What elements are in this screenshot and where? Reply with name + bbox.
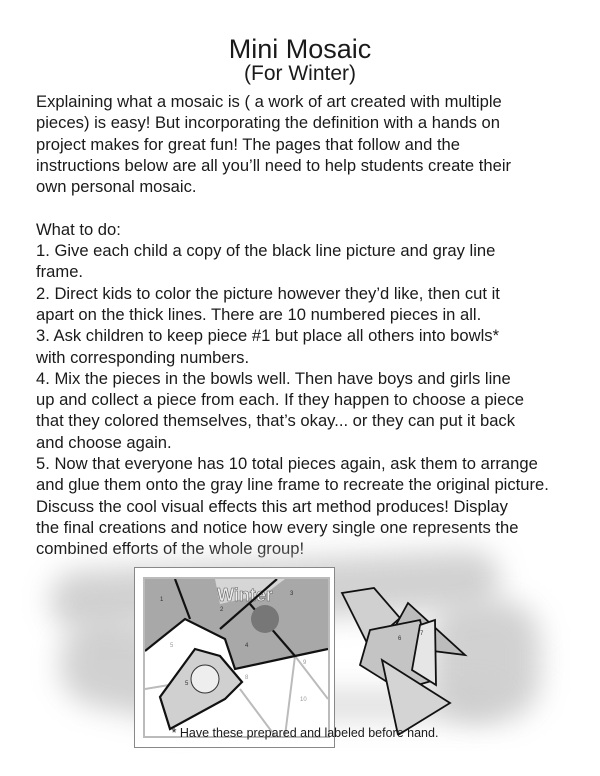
intro-line: pieces) is easy! But incorporating the definition with a hands on <box>36 113 500 133</box>
svg-text:5: 5 <box>170 643 174 649</box>
intro-line: project makes for great fun! The pages that follow and the <box>36 134 461 154</box>
instruction-line: combined efforts of the whole group! <box>36 539 305 559</box>
svg-text:3: 3 <box>290 591 294 597</box>
instruction-line: and choose again. <box>36 432 172 452</box>
instruction-line: and glue them onto the gray line frame to recreate the original picture. <box>36 475 549 495</box>
instruction-line: the final creations and notice how every single one represents the <box>36 517 519 537</box>
intro-line: Explaining what a mosaic is ( a work of art created with multiple <box>36 92 502 111</box>
svg-text:2: 2 <box>220 607 224 613</box>
svg-text:7: 7 <box>420 631 424 637</box>
svg-text:5: 5 <box>185 681 189 687</box>
svg-text:8: 8 <box>245 675 249 681</box>
instruction-line: that they colored themselves, that’s okay... or they can put it back <box>36 411 516 431</box>
instruction-line: up and collect a piece from each. If they happen to choose a piece <box>36 390 524 410</box>
intro-line: instructions below are all you’ll need to help students create their <box>36 155 512 175</box>
instruction-line: 5. Now that everyone has 10 total pieces again, ask them to arrange <box>36 454 538 474</box>
mosaic-picture-icon <box>145 579 328 736</box>
instruction-line: frame. <box>36 262 84 282</box>
page-title: Mini Mosaic <box>228 34 372 64</box>
document-body <box>36 91 596 560</box>
instruction-line: 3. Ask children to keep piece #1 but place all others into bowls* <box>36 326 500 346</box>
svg-text:10: 10 <box>300 697 307 703</box>
instructions-heading: What to do: <box>36 219 121 239</box>
instruction-line: apart on the thick lines. There are 10 numbered pieces in all. <box>36 304 482 324</box>
gray-line-frame <box>143 577 330 738</box>
intro-line: own personal mosaic. <box>36 177 197 197</box>
instruction-line: 4. Mix the pieces in the bowls well. Then have boys and girls line <box>36 368 511 388</box>
paragraph-gap <box>36 197 596 218</box>
loose-mosaic-pieces-icon <box>340 585 480 735</box>
mosaic-frame-picture <box>134 567 335 748</box>
instruction-line: 2. Direct kids to color the picture however they’d like, then cut it <box>36 283 500 303</box>
instruction-line: 1. Give each child a copy of the black line picture and gray line <box>36 241 496 261</box>
svg-text:4: 4 <box>245 643 249 649</box>
footnote: * Have these prepared and labeled before hand. <box>171 726 439 740</box>
page-subtitle: (For Winter) <box>244 62 356 85</box>
svg-text:6: 6 <box>398 636 402 642</box>
instruction-line: Discuss the cool visual effects this art method produces! Display <box>36 496 508 516</box>
instruction-line: with corresponding numbers. <box>36 347 250 367</box>
svg-text:9: 9 <box>303 660 307 666</box>
svg-text:1: 1 <box>160 597 164 603</box>
svg-text:Winter: Winter <box>217 585 273 605</box>
